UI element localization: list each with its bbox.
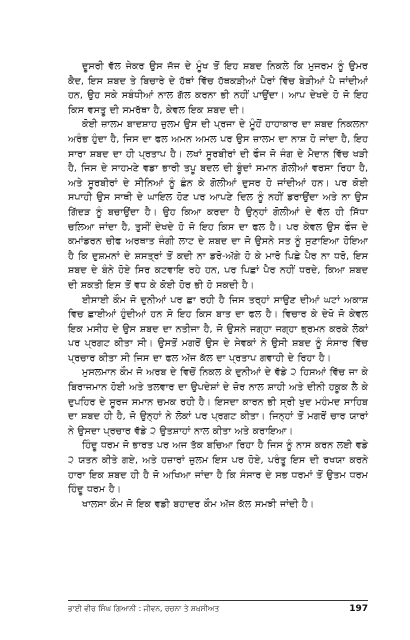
paragraph-2: ਕੋਈ ਜ਼ਾਲਮ ਬਾਦਸ਼ਾਹ ਜ਼ੁਲਮ ਉਸ ਦੀ ਪ੍ਰਜਾ ਦੇ ਮੂੰਹੋਂ ਹਾਹਾਕਾਰ ਦਾ ਸ਼ਬਦ ਨਿਕਲਨਾ ਅਰੰਭ ਹੁੰਦਾ ਹੈ, ਜਿਸ ਦਾ ਫਲ ਅਮਨ ਅਮਲ ਪਰ ਉਸ ਜ਼ਾਲਮ ਦਾ ਨਾਸ਼ ਹੋ ਜਾਂਦਾ ਹੈ, ਇਹ ਸਾਰਾ ਸ਼ਬਦ ਦਾ ਹੀ ਪ੍ਰਤਾਪ ਹੈ। ਲਖਾਂ ਸੂਰਬੀਰਾਂ ਦੀ ਫੌਜ ਜੋ ਜੰਗ ਦੇ ਮੈਦਾਨ ਵਿੱਚ ਖੜੀ ਹੈ, ਜਿਸ ਦੇ ਸਾਹਮਣੇ ਵਡਾ ਭਾਰੀ ਤਪੂ ਬਦਲ ਦੀ ਬੂੰਦਾਂ ਸਮਾਨ ਗੋਲੀਆਂ ਵਰਸਾ ਰਿਹਾ ਹੈ, ਅਤੇ ਸੂਰਬੀਰਾਂ ਦੇ ਸੀਨਿਆਂ ਨੂੰ ਛੰਨ ਕੇ ਗੋਲੀਆਂ ਦੁਸਰ ਹੋ ਜਾਂਦੀਆਂ ਹਨ। ਪਰ ਕੋਈ ਸਪਾਹੀ ਉਸ ਸਾਥੀ ਦੇ ਘਾਇਲ ਹੋਣ ਪਰ ਆਪਣੇ ਦਿਲ ਨੂੰ ਨਹੀਂ ਡਰਾਉਂਦਾ ਅਤੇ ਨਾ ਉਸ ਗਿੱਦੜ ਨੂੰ ਬਚਾਉਂਦਾ ਹੈ। ਉਹ ਕਿਆ ਕਰਦਾ ਹੈ ਉਨ੍ਹਾਂ ਗੋਲੀਆਂ ਦੇ ਵੱਲ ਹੀ ਸਿੱਧਾ ਚਲਿਆ ਜਾਂਦਾ ਹੈ, ਤੁਸੀਂ ਦੇਖਦੇ ਹੋ ਜੋ ਇਹ ਕਿਸ ਦਾ ਫਲ ਹੈ। ਪਰ ਕੇਵਲ ਉਸ ਫੌਜ ਦੇ ਕਮਾਂਡਰਨ ਚੀਫ ਅਰਥਾਤ ਜੰਗੀ ਲਾਟ ਦੇ ਸ਼ਬਦ ਦਾ ਜੋ ਉਸਨੇ ਸਤ ਨੂੰ ਸੁਣਾਇਆ ਹੋਇਆ ਹੈ ਕਿ ਦੁਸ਼ਮਨਾਂ ਦੇ ਸ਼ਸਤ੍ਰਾਂ ਤੋਂ ਕਦੀ ਨਾ ਡਰੋ-ਅੱਗੇ ਹੋ ਕੇ ਮਾਰੋ ਪਿਛੇ ਪੈਰ ਨਾ ਧਰੋ, ਇਸ ਸ਼ਬਦ ਦੇ ਬੰਨੇ ਹੋਏ ਸਿਰ ਕਟਵਾਇ ਰਹੇ ਹਨ, ਪਰ ਪਿਛਾਂ ਪੈਰ ਨਹੀਂ ਧਰਦੇ, ਕਿਆ ਸ਼ਬਦ ਦੀ ਸ਼ਕਤੀ ਇਸ ਤੋਂ ਵਧ ਕੇ ਕੋਈ ਹੋਰ ਭੀ ਹੋ ਸਕਦੀ ਹੈ।: [68, 119, 368, 291]
paragraph-4: ਮੁਸਲਮਾਨ ਕੌਮ ਜੋ ਅਰਬ ਦੇ ਵਿਚੋਂ ਨਿਕਲ ਕੇ ਦੁਨੀਆਂ ਦੇ ਵੱਡੇ ੨ ਹਿਸਆਂ ਵਿੱਚ ਜਾ ਕੇ ਬਿਰਾਜਮਾਨ ਹੋਈ ਅਤੇ ਤਲਵਾਰ ਦਾ ਉਪਦੇਸ਼ਾਂ ਦੇ ਜ਼ੋਰ ਨਾਲ ਸ਼ਾਹੀ ਅਤੇ ਦੀਨੀ ਹਕੂਕ ਲੈ ਕੇ ਦੁਪਹਿਰ ਦੇ ਸੂਰਜ ਸਮਾਨ ਚਮਕ ਰਹੀ ਹੈ। ਇਸਦਾ ਕਾਰਨ ਭੀ ਸ੍ਰੀ ਖੁਦ ਮਹੰਮਦ ਸਾਹਿਬ ਦਾ ਸ਼ਬਦ ਹੀ ਹੈ, ਜੋ ਉਨ੍ਹਾਂ ਨੇ ਲੋਕਾਂ ਪਰ ਪ੍ਰਗਟ ਕੀਤਾ। ਜਿਨ੍ਹਾਂ ਤੋਂ ਮਗਰੋਂ ਚਾਰ ਯਾਰਾਂ ਨੇ ਉਸਦਾ ਪ੍ਰਚਾਰ ਵੱਡੇ ੨ ਉਤਸ਼ਾਹਾਂ ਨਾਲ ਕੀਤਾ ਅਤੇ ਕਰਾਇਆ।: [68, 367, 368, 437]
body-text: [68, 60, 368, 512]
paragraph-1: ਦੂਸਰੀ ਵੱਲ ਜੇਕਰ ਉਸ ਜੱਜ ਦੇ ਮੂੰਖ ਤੋਂ ਇਹ ਸ਼ਬਦ ਨਿਕਲੇ ਕਿ ਮੁਜਰਮ ਨੂੰ ਉਮਰ ਕੈਦ, ਇਸ ਸ਼ਬਦ ਤੇ ਬਿਚਾਰੇ ਦੇ ਹੱਥਾਂ ਵਿੱਚ ਹੱਥਕੜੀਆਂ ਪੈਰਾਂ ਵਿੱਚ ਬੇੜੀਆਂ ਪੈ ਜਾਂਦੀਆਂ ਹਨ, ਉਹ ਸਕੇ ਸਬੰਧੀਆਂ ਨਾਲ ਗੱਲ ਕਰਨਾ ਭੀ ਨਹੀਂ ਪਾਉਂਦਾ। ਆਪ ਦੇਖਦੇ ਹੋ ਜੋ ਇਹ ਕਿਸ ਵਸਤੂ ਦੀ ਸਮਰੱਥਾ ਹੈ, ਕੇਵਲ ਇਕ ਸ਼ਬਦ ਦੀ।: [68, 61, 368, 116]
paragraph-3: ਈਸਾਈ ਕੌਮ ਜੋ ਦੁਨੀਆਂ ਪਰ ਛਾ ਰਹੀ ਹੈ ਜਿਸ ਤਰ੍ਹਾਂ ਸਾਉਣ ਦੀਆਂ ਘਟਾਂ ਅਕਾਸ਼ ਵਿਚ ਛਾਈਆਂ ਹੁੰਦੀਆਂ ਹਨ ਸੋ ਇਹ ਕਿਸ ਬਾਤ ਦਾ ਫਲ ਹੈ। ਵਿਚਾਰ ਕੇ ਦੇਖੋ ਜੋ ਕੇਵਲ ਇਕ ਮਸੀਹ ਦੇ ਉਸ ਸ਼ਬਦ ਦਾ ਨਤੀਜਾ ਹੈ, ਜੋ ਉਸਨੇ ਜਗ੍ਹਾ ਜਗ੍ਹਾ ਭ੍ਰਮਨ ਕਰਕੇ ਲੋਕਾਂ ਪਰ ਪ੍ਰਗਟ ਕੀਤਾ ਸੀ। ਉਸਤੋਂ ਮਗਰੋਂ ਉਸ ਦੇ ਸੇਵਕਾਂ ਨੇ ਉਸੀ ਸ਼ਬਦ ਨੂੰ ਸੰਸਾਰ ਵਿੱਚ ਪ੍ਰਚਾਰ ਕੀਤਾ ਸੀ ਜਿਸ ਦਾ ਫਲ ਅੱਜ ਕੱਲ ਦਾ ਪ੍ਰਤਾਪ ਗਵਾਹੀ ਦੇ ਰਿਹਾ ਹੈ।: [68, 294, 368, 364]
footer-divider: [68, 600, 368, 601]
running-footer: ਭਾਈ ਵੀਰ ਸਿੰਘ ਗਿਆਨੀ : ਜੀਵਨ, ਰਚਨਾ ਤੇ ਸ਼ਖ਼ਸੀਅਤ: [68, 604, 220, 613]
paragraph-5: ਹਿੰਦੂ ਧਰਮ ਜੋ ਭਾਰਤ ਪਰ ਅਜ ਤੱਕ ਬਚਿਆ ਰਿਹਾ ਹੈ ਜਿਸ ਨੂੰ ਨਾਸ ਕਰਨ ਲਈ ਵਡੇ ੨ ਯਤਨ ਕੀਤੇ ਗਏ, ਅਤੇ ਹਜ਼ਾਰਾਂ ਜ਼ੁਲਮ ਇਸ ਪਰ ਹੋਏ, ਪਰੰਤੂ ਇਸ ਦੀ ਰਖਯਾ ਕਰਨੇ ਹਾਰਾ ਇਕ ਸ਼ਬਦ ਹੀ ਹੈ ਜੋ ਅਖਿਆ ਜਾਂਦਾ ਹੈ ਕਿ ਸੰਸਾਰ ਦੇ ਸਭ ਧਰਮਾਂ ਤੋਂ ਉਤਮ ਧਰਮ ਹਿੰਦੂ ਧਰਮ ਹੈ।: [68, 440, 368, 496]
page-number: 197: [349, 604, 368, 614]
paragraph-6: ਖਾਲਸਾ ਕੌਮ ਜੋ ਇਕ ਵਡੀ ਬਹਾਦਰ ਕੌਮ ਅੱਜ ਕੱਲ ਸਮਝੀ ਜਾਂਦੀ ਹੈ।: [82, 498, 315, 510]
